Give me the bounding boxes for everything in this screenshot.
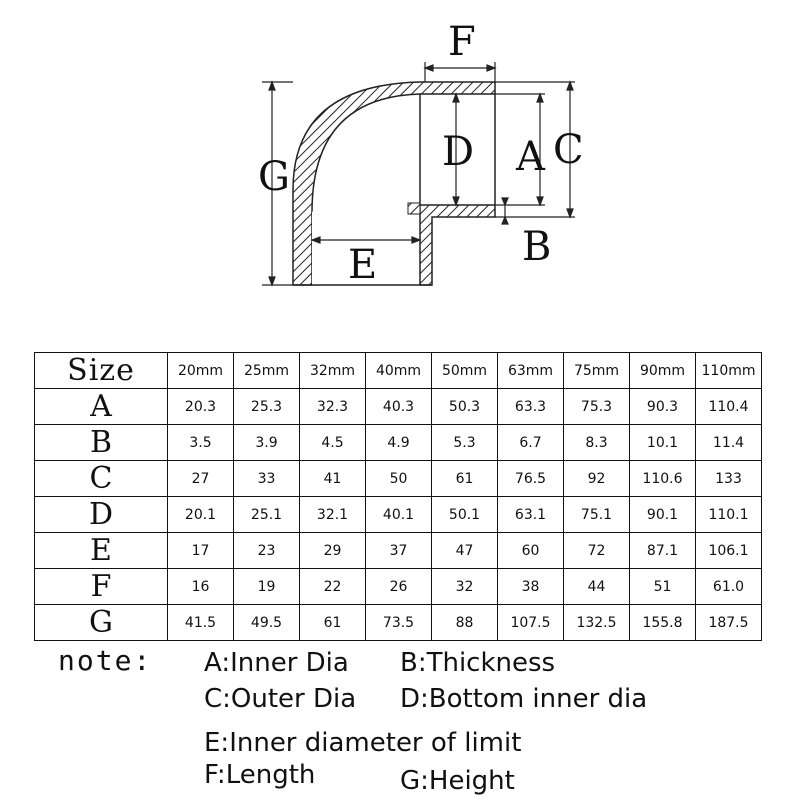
table-row [35,569,762,605]
note-g: G:Height [400,766,515,796]
size-column-header: 90mm [630,353,696,389]
spec-table-body [35,389,762,641]
row-label: D [35,497,168,533]
table-cell: 110.1 [696,497,762,533]
table-cell: 76.5 [498,461,564,497]
table-cell: 19 [234,569,300,605]
table-cell: 26 [366,569,432,605]
row-label: E [35,533,168,569]
note-c: C:Outer Dia [204,684,357,714]
table-cell: 155.8 [630,605,696,641]
row-label: A [35,389,168,425]
table-cell: 32.3 [300,389,366,425]
table-cell: 92 [564,461,630,497]
table-cell: 25.3 [234,389,300,425]
size-column-header: 50mm [432,353,498,389]
elbow-fitting-diagram [0,0,800,320]
table-cell: 40.3 [366,389,432,425]
elbow-cross-section [293,82,495,285]
size-column-header: 32mm [300,353,366,389]
notes-section [0,636,800,800]
table-cell: 60 [498,533,564,569]
label-f: F [448,19,476,65]
table-cell: 88 [432,605,498,641]
label-c: C [553,127,584,173]
table-cell: 72 [564,533,630,569]
table-cell: 61 [432,461,498,497]
size-column-header: 110mm [696,353,762,389]
table-cell: 61.0 [696,569,762,605]
row-label: C [35,461,168,497]
table-cell: 4.9 [366,425,432,461]
table-row [35,389,762,425]
table-cell: 51 [630,569,696,605]
note-b: B:Thickness [400,648,556,678]
table-cell: 22 [300,569,366,605]
table-cell: 50.1 [432,497,498,533]
table-cell: 27 [168,461,234,497]
table-cell: 50 [366,461,432,497]
note-a: A:Inner Dia [204,648,349,678]
table-row [35,533,762,569]
table-cell: 16 [168,569,234,605]
size-column-header: 25mm [234,353,300,389]
table-cell: 32.1 [300,497,366,533]
table-cell: 50.3 [432,389,498,425]
table-cell: 40.1 [366,497,432,533]
table-cell: 110.4 [696,389,762,425]
note-label: note: [58,644,153,677]
row-label: G [35,605,168,641]
table-row [35,425,762,461]
label-e: E [348,242,378,288]
label-d: D [442,129,475,175]
table-cell: 63.3 [498,389,564,425]
table-cell: 75.1 [564,497,630,533]
table-cell: 133 [696,461,762,497]
size-column-header: 75mm [564,353,630,389]
table-row [35,497,762,533]
table-cell: 5.3 [432,425,498,461]
table-cell: 63.1 [498,497,564,533]
table-cell: 25.1 [234,497,300,533]
size-header: Size [35,353,168,389]
size-column-header: 63mm [498,353,564,389]
row-label: B [35,425,168,461]
table-cell: 38 [498,569,564,605]
table-cell: 49.5 [234,605,300,641]
table-cell: 187.5 [696,605,762,641]
table-cell: 41.5 [168,605,234,641]
table-cell: 44 [564,569,630,605]
table-cell: 10.1 [630,425,696,461]
table-cell: 3.5 [168,425,234,461]
note-f: F:Length [204,760,316,790]
table-cell: 20.3 [168,389,234,425]
table-cell: 11.4 [696,425,762,461]
table-cell: 20.1 [168,497,234,533]
table-cell: 47 [432,533,498,569]
row-label: F [35,569,168,605]
note-d: D:Bottom inner dia [400,684,648,714]
table-row [35,461,762,497]
table-cell: 4.5 [300,425,366,461]
table-cell: 90.3 [630,389,696,425]
table-cell: 6.7 [498,425,564,461]
table-cell: 3.9 [234,425,300,461]
label-a: A [516,134,545,180]
table-cell: 110.6 [630,461,696,497]
table-cell: 107.5 [498,605,564,641]
spec-table [34,352,762,641]
table-cell: 8.3 [564,425,630,461]
table-cell: 61 [300,605,366,641]
table-cell: 41 [300,461,366,497]
table-cell: 87.1 [630,533,696,569]
table-cell: 29 [300,533,366,569]
table-cell: 73.5 [366,605,432,641]
table-cell: 132.5 [564,605,630,641]
table-cell: 37 [366,533,432,569]
table-cell: 17 [168,533,234,569]
table-cell: 75.3 [564,389,630,425]
size-column-header: 20mm [168,353,234,389]
size-column-header: 40mm [366,353,432,389]
label-b: B [522,224,552,270]
table-header-row [35,353,762,389]
table-cell: 90.1 [630,497,696,533]
table-cell: 33 [234,461,300,497]
table-cell: 23 [234,533,300,569]
table-cell: 32 [432,569,498,605]
table-cell: 106.1 [696,533,762,569]
note-e: E:Inner diameter of limit [204,728,522,758]
label-g: G [258,154,290,200]
